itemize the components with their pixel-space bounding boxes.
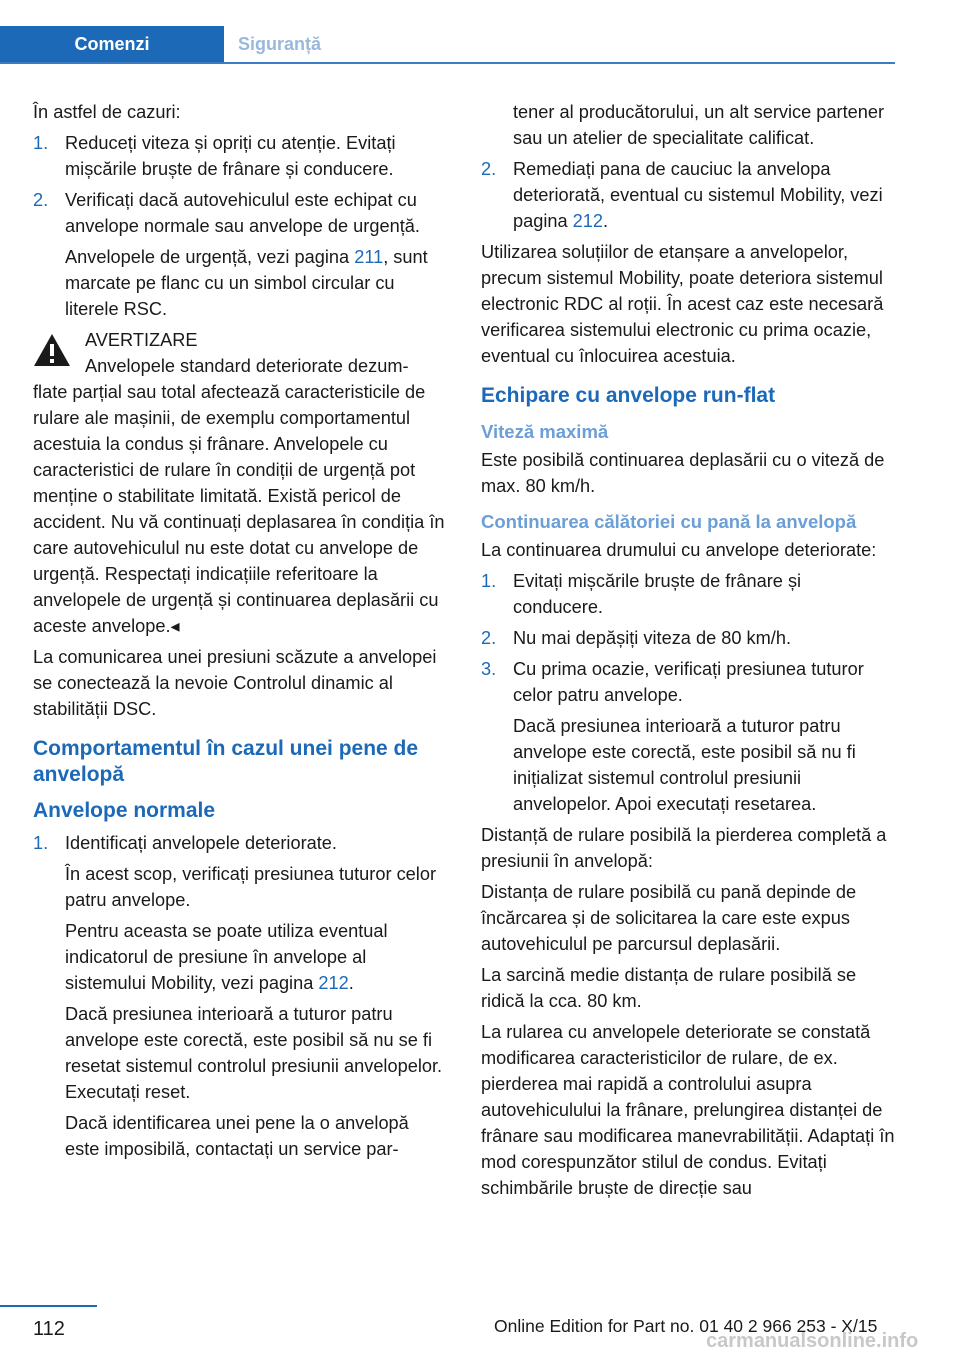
continued-text: tener al producătorului, un alt service partener sau un atelier de specialitate calificat.: [513, 102, 885, 148]
note-text: Anvelopele de urgență, vezi pagina: [65, 247, 355, 267]
list-text: Reduceți viteza și opriți cu atenție. Evitați mișcările bruște de frânare și conducere.: [65, 133, 396, 179]
speed-text: Este posibilă continuarea deplasării cu o viteză de max. 80 km/h.: [481, 450, 885, 496]
warning-first-line: Anvelopele standard deteriorate dezum-: [85, 356, 409, 376]
list-note: [33, 244, 448, 322]
page-link-212[interactable]: 212: [572, 211, 604, 231]
footer-divider: [0, 1305, 97, 1307]
list-item: [481, 156, 895, 234]
list-text: Nu mai depășiți viteza de 80 km/h.: [513, 628, 791, 648]
right-column: [481, 99, 895, 1206]
warning-triangle-icon: [33, 333, 71, 367]
note-text: , sunt marcate pe flanc cu un simbol circular cu literele RSC.: [65, 247, 428, 319]
list-number: 2.: [481, 628, 497, 648]
list-text: Verificați dacă autovehiculul este echipat cu anvelope normale sau anvelope de urgență.: [65, 190, 420, 236]
sealant-text: Utilizarea soluțiilor de etanșare a anvelopelor, precum sistemul Mobility, poate deteriora sistemul electronic RDC al roții. În acest caz este necesară verificarea sistemului electronic cu prima ocazie, eventual cu înlocuirea acestuia.: [481, 242, 884, 366]
warning-title: AVERTIZARE: [85, 330, 198, 350]
page-link-211[interactable]: 211: [354, 247, 384, 267]
list-text: Cu prima ocazie, verificați presiunea tuturor celor patru anvelope.: [513, 659, 864, 705]
section-heading: Comportamentul în cazul unei pene de anvelopă: [33, 737, 419, 786]
tab-comenzi[interactable]: Comenzi: [0, 26, 224, 62]
left-column: [33, 99, 448, 1167]
edition-text: Online Edition for Part no. 01 40 2 966 253 - X/15: [494, 1316, 878, 1336]
distance-text: Distanța de rulare posibilă cu pană depinde de încărcarea și de solicitarea la care este expus autovehiculul pe parcursul deplasării.: [481, 882, 857, 954]
list-item: [33, 187, 448, 239]
warning-body: flate parțial sau total afectează caracteristicile de rulare ale mașinii, de exemplu comportamentul acestuia la condus și frânare. Anvelopele cu caracteristici de rulare în condiții de urgență pot menține o stabilitate limitată. Există pericol de accident. Nu vă continuați deplasarea în condiția în care autovehiculul nu este dotat cu anvelope de urgență. Respectați indicațiile referitoare la anvelopele de urgență și continuarea deplasării cu aceste anvelope.◂: [33, 382, 445, 636]
tab-siguranta[interactable]: Siguranță: [238, 34, 322, 54]
list-text: Evitați mișcările bruște de frânare și conducere.: [513, 571, 802, 617]
load-text: La sarcină medie distanța de rulare posibilă se ridică la cca. 80 km.: [481, 965, 857, 1011]
list-note: Dacă presiunea interioară a tuturor patru anvelope este corectă, este posibil să nu fi inițializat sistemul controlul presiunii anvelopelor. Apoi executați resetarea.: [513, 716, 856, 814]
list-number: 1.: [33, 133, 49, 153]
distance-heading-text: Distanță de rulare posibilă la pierderea completă a presiunii în anvelopă:: [481, 825, 887, 871]
list-item: [33, 130, 448, 182]
list-number: 2.: [33, 190, 49, 210]
subsection-heading: Anvelope normale: [33, 799, 216, 822]
intro-text: În astfel de cazuri:: [33, 102, 181, 122]
damaged-text: La rularea cu anvelopele deteriorate se constată modificarea caracteristicilor de rulare, de ex. pierderea mai rapidă a controlului asupra autovehiculului la frânare, prelungirea distanței de frânare sau modificarea manevrabilității. Adaptați în mod corespunzător stilul de condus. Evitați schimbările bruște de direcție sau: [481, 1022, 895, 1198]
list-number: 1.: [33, 833, 49, 853]
list-note: [33, 918, 448, 996]
header-tabs: [0, 26, 895, 64]
list-text: Remediați pana de cauciuc la anvelopa deteriorată, eventual cu sistemul Mobility, vezi pagina: [513, 159, 883, 231]
list-note: În acest scop, verificați presiunea tuturor celor patru anvelope.: [65, 864, 436, 910]
list-text: Identificați anvelopele deteriorate.: [65, 833, 337, 853]
list-item: [481, 625, 895, 651]
list-number: 3.: [481, 659, 497, 679]
list-item: [33, 830, 448, 856]
warning-block: [33, 327, 448, 639]
page-link-212[interactable]: 212: [318, 973, 349, 993]
subsection-heading: Viteză maximă: [481, 421, 609, 442]
list-item: [481, 568, 895, 620]
list-item: [481, 656, 895, 708]
list-number: 2.: [481, 159, 497, 179]
list-note: Dacă presiunea interioară a tuturor patru anvelope este corectă, este posibil să nu se fi resetat sistemul controlul presiunii anvelopelor. Executați reset.: [65, 1004, 443, 1102]
watermark: carmanualsonline.info: [706, 1330, 919, 1352]
dsc-text: La comunicarea unei presiuni scăzute a anvelopei se conectează la nevoie Controlul dinamic al stabilității DSC.: [33, 647, 437, 719]
page-number: 112: [33, 1318, 65, 1340]
subsection-heading: Continuarea călătoriei cu pană la anvelopă: [481, 511, 857, 532]
list-number: 1.: [481, 571, 497, 591]
list-note: Dacă identificarea unei pene la o anvelopă este imposibilă, contactați un service par-: [65, 1113, 409, 1159]
note-text: Pentru aceasta se poate utiliza eventual indicatorul de presiune în anvelope al sistemului Mobility, vezi pagina: [65, 921, 388, 993]
list-text: .: [603, 211, 609, 231]
continue-text: La continuarea drumului cu anvelope deteriorate:: [481, 540, 877, 560]
note-text: .: [348, 973, 354, 993]
section-heading: Echipare cu anvelope run-flat: [481, 384, 776, 407]
